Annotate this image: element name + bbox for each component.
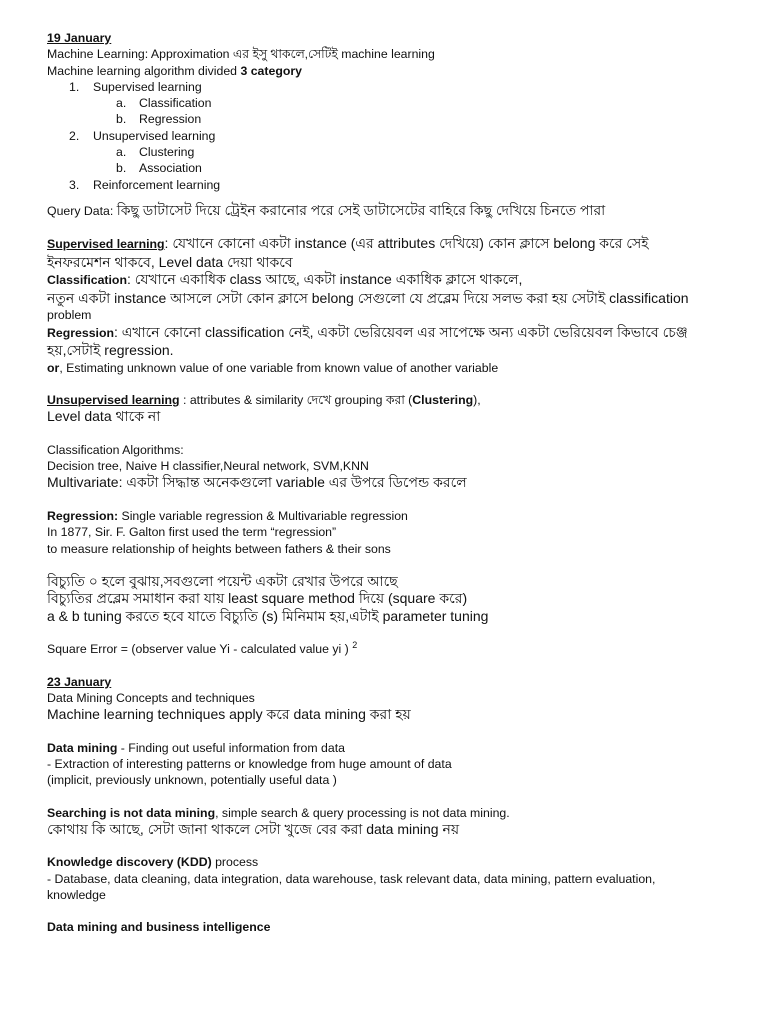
regression-text: : এখানে কোনো classification নেই, একটা ভেরিয়েবল এর সাপেক্ষে অন্য একটা ভেরিয়েবল কিভাবে চেঞ্জ xyxy=(113,323,688,340)
or-text: , Estimating unknown value of one variable from known value of another variable xyxy=(59,360,499,375)
searching-text: , simple search & query processing is not data mining. xyxy=(215,805,510,820)
list-item-label: Reinforcement learning xyxy=(93,177,221,192)
searching-term: Searching is not data mining xyxy=(47,805,216,820)
list-letter: a. xyxy=(116,145,127,160)
regression-definition-cont: হয়,সেটাই regression. xyxy=(47,342,174,359)
list-item-supervised xyxy=(47,79,737,95)
regression-term: Regression xyxy=(47,325,114,340)
data-mining-term: Data mining xyxy=(47,740,118,755)
unsupervised-definition xyxy=(47,392,737,408)
date-heading-19-january: 19 January xyxy=(47,31,112,45)
searching-bengali-line: কোথায় কি আছে, সেটা জানা থাকলে সেটা খুজে বের করা data mining নয় xyxy=(47,820,460,837)
kdd-steps: - Database, data cleaning, data integration, data warehouse, task relevant data, data mining, pattern evaluation, xyxy=(47,871,656,886)
supervised-text: : যেখানে কোনো একটা instance (এর attributes দেখিয়ে) কোন ক্লাসে belong করে সেই xyxy=(164,235,649,252)
list-number: 3. xyxy=(69,177,80,192)
clustering-term: Clustering xyxy=(412,393,474,408)
galton-line-cont: to measure relationship of heights between fathers & their sons xyxy=(47,541,391,556)
square-error-text: Square Error = (observer value Yi - calculated value yi ) xyxy=(47,642,349,657)
document-page xyxy=(47,30,737,936)
date-heading-23-january: 23 January xyxy=(47,674,112,689)
classification-term: Classification xyxy=(47,273,127,288)
classification-algorithms-heading: Classification Algorithms: xyxy=(47,442,184,457)
list-subitem-clustering xyxy=(47,144,737,160)
galton-line: In 1877, Sir. F. Galton first used the term “regression” xyxy=(47,525,337,540)
list-subitem-association xyxy=(47,160,737,176)
kdd-steps-end: knowledge xyxy=(47,888,106,903)
data-mining-extraction: - Extraction of interesting patterns or knowledge from huge amount of data xyxy=(47,757,452,772)
list-letter: a. xyxy=(116,96,127,111)
ml-category-list xyxy=(47,79,737,193)
unsupervised-text-end: ), xyxy=(473,393,481,408)
classification-definition-end: problem xyxy=(47,308,92,323)
list-item-unsupervised xyxy=(47,128,737,144)
supervised-definition xyxy=(47,235,737,254)
deviation-line-1: বিচ্যুতি ০ হলে বুঝায়,সবগুলো পয়েন্ট একটা রেখার উপরে আছে xyxy=(47,572,398,589)
regression-definition xyxy=(47,324,737,343)
ml-techniques-line: Machine learning techniques apply করে data mining করা হয় xyxy=(47,706,411,723)
supervised-term: Supervised learning xyxy=(47,237,165,252)
list-number: 1. xyxy=(69,79,80,94)
list-subitem-classification xyxy=(47,95,737,111)
unsupervised-text: : attributes & similarity দেখে grouping করা ( xyxy=(179,393,413,408)
ml-category-text: Machine learning algorithm divided xyxy=(47,63,241,78)
regression-alt-definition xyxy=(47,360,737,376)
regression-types-term: Regression: xyxy=(47,508,119,523)
classification-algorithms-list: Decision tree, Naive H classifier,Neural network, SVM,KNN xyxy=(47,459,369,474)
supervised-definition-cont: ইনফরমেশন থাকবে, Level data দেয়া থাকবে xyxy=(47,253,293,270)
classification-text: : যেখানে একাধিক class আছে, একটা instance একাধিক ক্লাসে থাকলে, xyxy=(126,271,523,288)
list-item-label: Association xyxy=(139,161,202,176)
data-mining-book-title: Data Mining Concepts and techniques xyxy=(47,690,255,705)
kdd-heading xyxy=(47,854,737,870)
list-item-label: Supervised learning xyxy=(93,79,202,94)
square-error-formula xyxy=(47,641,737,657)
unsupervised-term: Unsupervised learning xyxy=(47,393,180,408)
query-data-label: Query Data: xyxy=(47,203,117,218)
list-subitem-regression xyxy=(47,111,737,127)
data-mining-definition xyxy=(47,740,737,756)
list-item-reinforcement xyxy=(47,177,737,193)
list-letter: b. xyxy=(116,112,127,127)
unsupervised-definition-cont: Level data থাকে না xyxy=(47,408,161,425)
list-item-label: Regression xyxy=(139,112,202,127)
ml-approximation-line: Machine Learning: Approximation এর ইসু থাকলে,সেটিই machine learning xyxy=(47,47,435,62)
business-intelligence-heading: Data mining and business intelligence xyxy=(47,920,271,935)
query-data-text: কিছু ডাটাসেট দিয়ে ট্রেইন করানোর পরে সেই ডাটাসেটের বাহিরে কিছু দেখিয়ে চিনতে পারা xyxy=(116,201,606,218)
list-item-label: Clustering xyxy=(139,145,195,160)
kdd-text: process xyxy=(211,855,259,870)
deviation-line-3: a & b tuning করতে হবে যাতে বিচ্যুতি (s) মিনিমাম হয়,এটাই parameter tuning xyxy=(47,607,489,624)
list-letter: b. xyxy=(116,161,127,176)
or-term: or xyxy=(47,360,60,375)
multivariate-line: Multivariate: একটা সিদ্ধান্ত অনেকগুলো variable এর উপরে ডিপেন্ড করলে xyxy=(47,474,467,491)
list-item-label: Unsupervised learning xyxy=(93,128,216,143)
regression-types-text: Single variable regression & Multivariable regression xyxy=(118,508,408,523)
classification-definition xyxy=(47,271,737,290)
deviation-line-2: বিচ্যুতির প্রব্লেম সমাধান করা যায় least square method দিয়ে (square করে) xyxy=(47,590,468,607)
data-mining-note: (implicit, previously unknown, potentially useful data ) xyxy=(47,773,337,788)
list-item-label: Classification xyxy=(139,96,212,111)
classification-definition-cont: নতুন একটা instance আসলে সেটা কোন ক্লাসে belong সেগুলো যে প্রব্লেম দিয়ে সলভ করা হয় সেটাই classification xyxy=(47,289,689,306)
regression-types-line xyxy=(47,508,737,524)
list-number: 2. xyxy=(69,128,80,143)
ml-category-line xyxy=(47,63,737,79)
square-exponent: 2 xyxy=(352,640,358,651)
query-data-line xyxy=(47,202,737,220)
searching-line xyxy=(47,805,737,821)
ml-category-count: 3 category xyxy=(240,63,302,78)
data-mining-text: - Finding out useful information from data xyxy=(117,740,345,755)
kdd-term: Knowledge discovery (KDD) xyxy=(47,855,212,870)
